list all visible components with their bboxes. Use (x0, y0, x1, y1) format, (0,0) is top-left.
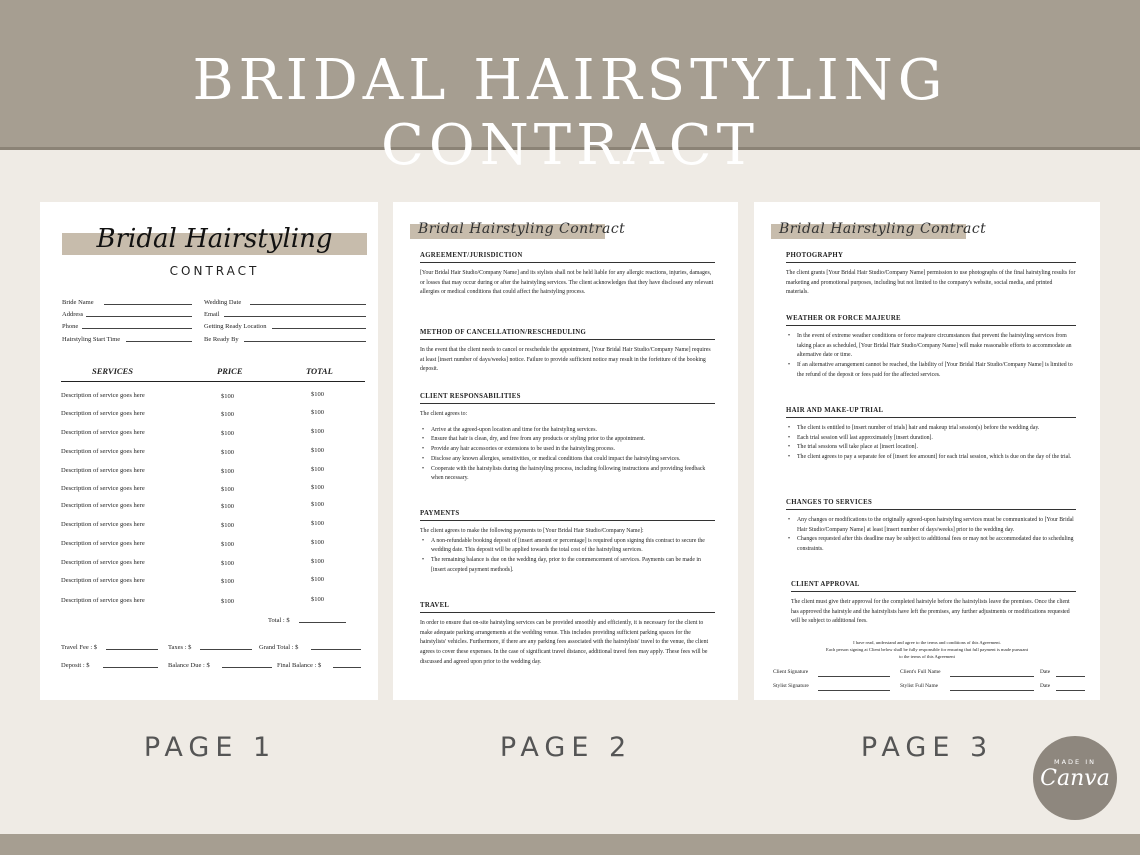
list-item: • If an alternative arrangement cannot be reached, the liability of [Your Bridal Hair Studio/Company Name] is limited to the refund of the deposit or fees paid for the affected services. (786, 361, 1076, 380)
total-label: Total : $ (268, 617, 290, 624)
responsibilities-section (420, 393, 715, 484)
section-text: The client must give their approval for the completed hairstyle before the hairstylists leave the premises. Once the client has approved the hairstyle and the hairstylists have left the premises, any further adjustments or modifications requested will be subject to additional fees. (791, 599, 1070, 625)
service-price: $100 (221, 449, 234, 456)
section-heading: WEATHER OR FORCE MAJEURE (786, 315, 1076, 326)
travel-fee-field[interactable] (106, 649, 158, 650)
service-total: $100 (311, 558, 324, 565)
client-signature-label: Client Signature (773, 669, 809, 675)
section-text: In order to ensure that on-site hairstyling services can be provided smoothly and efficiently, it is necessary for the client to make adequate parking arrangements at the wedding venue. This includes providing sufficient parking spaces for the hairstylists' vehicles. Furthermore, if there are any parking fees associated with the hairstylists' travel to the venue, the client agrees to cover these expenses. In the case of significant travel distance, additional travel fees may apply. These fees will be discussed and agreed upon prior to the wedding day. (420, 620, 709, 665)
service-price: $100 (221, 411, 234, 418)
service-price: $100 (221, 541, 234, 548)
price-header: PRICE (217, 366, 243, 376)
table-row (61, 410, 365, 420)
table-header-rule (61, 381, 365, 382)
address-label: Address (62, 311, 84, 318)
getting-ready-label: Getting Ready Location (204, 323, 267, 330)
script-title: Bridal Hairstyling (96, 224, 333, 254)
grand-total-field[interactable] (311, 649, 361, 650)
section-text: The client agrees to: (420, 411, 468, 417)
service-price: $100 (221, 578, 234, 585)
section-heading: CHANGES TO SERVICES (786, 499, 1076, 510)
list-item: • The client is entitled to [insert number of trials] hair and makeup trial session(s) before the wedding day. (786, 424, 1076, 434)
approval-section (791, 581, 1076, 627)
payments-section (420, 510, 715, 576)
page-1-preview (40, 202, 378, 700)
page-title: BRIDAL HAIRSTYLING CONTRACT (192, 48, 948, 178)
badge-small-text: MADE IN (1053, 758, 1096, 766)
service-total: $100 (311, 484, 324, 491)
section-heading: AGREEMENT/JURISDICTION (420, 252, 715, 263)
services-header: SERVICES (92, 366, 133, 376)
table-row (61, 392, 365, 402)
bride-name-field[interactable] (104, 304, 192, 305)
trial-section (786, 407, 1076, 463)
list-item: • Disclose any known allergies, sensitivities, or medical conditions that could impact the hairstyling services. (420, 455, 715, 465)
page-3-label: PAGE 3 (860, 732, 994, 763)
service-price: $100 (221, 503, 234, 510)
deposit-field[interactable] (103, 667, 158, 668)
start-time-field[interactable] (126, 341, 192, 342)
be-ready-by-label: Be Ready By (204, 336, 239, 343)
list-item: • Any changes or modifications to the originally agreed-upon hairstyling services must be communicated to [Your Bridal Hair Studio/Company Name] at least [insert number of days/weeks] prior to the wedding day. (786, 516, 1076, 535)
service-description: Description of service goes here (61, 540, 145, 547)
taxes-field[interactable] (200, 649, 252, 650)
list-item: • In the event of extreme weather conditions or force majeure circumstances that prevent the hairstyling services from taking place as scheduled, [Your Bridal Hair Studio/Company Name] will make reasonable efforts to accommodate an alternative date or time. (786, 332, 1076, 361)
balance-due-label: Balance Due : $ (168, 662, 210, 669)
script-header: Bridal Hairstyling Contract (418, 221, 626, 237)
section-heading: PAYMENTS (420, 510, 715, 521)
table-row (61, 597, 365, 607)
list-item: • Changes requested after this deadline may be subject to additional fees or may not be accommodated due to scheduling constraints. (786, 535, 1076, 554)
service-description: Description of service goes here (61, 521, 145, 528)
client-full-name-label: Client's Full Name (900, 669, 941, 675)
stylist-full-name-field[interactable] (950, 690, 1034, 691)
agreement-fine-print-1: I have read, understand and agree to the terms and conditions of this Agreement. (853, 640, 1001, 645)
stylist-date-field[interactable] (1056, 690, 1085, 691)
service-price: $100 (221, 430, 234, 437)
canva-logo-text: Canva (1040, 766, 1110, 791)
agreement-fine-print-2: Each person signing at Client below shall be fully responsible for ensuring that full payment is made pursuant (826, 647, 1028, 652)
section-heading: METHOD OF CANCELLATION/RESCHEDULING (420, 329, 715, 340)
list-item: • Cooperate with the hairstylists during the hairstyling process, including following instructions and providing feedback when necessary. (420, 465, 715, 484)
stylist-full-name-label: Stylist Full Name (900, 683, 939, 689)
start-time-label: Hairstyling Start Time (62, 336, 121, 343)
service-total: $100 (311, 391, 324, 398)
service-price: $100 (221, 560, 234, 567)
contract-subtitle: CONTRACT (169, 264, 260, 278)
phone-field[interactable] (82, 328, 192, 329)
list-item: • Each trial session will last approximately [insert duration]. (786, 434, 1076, 444)
table-row (61, 559, 365, 569)
email-field[interactable] (224, 316, 366, 317)
table-row (61, 502, 365, 512)
made-in-canva-badge (1033, 736, 1117, 820)
total-header: TOTAL (306, 366, 333, 376)
table-row (61, 467, 365, 477)
email-label: Email (204, 311, 220, 318)
total-field[interactable] (299, 622, 346, 623)
service-price: $100 (221, 486, 234, 493)
client-signature-field[interactable] (818, 676, 890, 677)
table-row (61, 448, 365, 458)
service-description: Description of service goes here (61, 502, 145, 509)
section-heading: CLIENT APPROVAL (791, 581, 1076, 592)
agreement-fine-print-3: to the terms of this Agreement (899, 654, 955, 659)
service-description: Description of service goes here (61, 392, 145, 399)
date-label: Date (1040, 669, 1051, 675)
service-total: $100 (311, 428, 324, 435)
photography-section (786, 252, 1076, 298)
table-row (61, 540, 365, 550)
travel-section (420, 602, 715, 668)
list-item: • Ensure that hair is clean, dry, and free from any products or styling prior to the appointment. (420, 435, 715, 445)
client-full-name-field[interactable] (950, 676, 1034, 677)
service-description: Description of service goes here (61, 467, 145, 474)
section-heading: HAIR AND MAKE-UP TRIAL (786, 407, 1076, 418)
wedding-date-field[interactable] (250, 304, 366, 305)
service-total: $100 (311, 576, 324, 583)
getting-ready-field[interactable] (272, 328, 366, 329)
script-header: Bridal Hairstyling Contract (779, 221, 987, 237)
balance-due-field[interactable] (222, 667, 272, 668)
service-total: $100 (311, 520, 324, 527)
cancellation-section (420, 329, 715, 375)
phone-label: Phone (62, 323, 79, 330)
table-row (61, 521, 365, 531)
service-total: $100 (311, 466, 324, 473)
service-description: Description of service goes here (61, 410, 145, 417)
service-total: $100 (311, 596, 324, 603)
page-2-label: PAGE 2 (499, 732, 633, 763)
list-item: • The remaining balance is due on the wedding day, prior to the commencement of services. Payments can be made in [insert accepted payment methods]. (420, 556, 715, 575)
bride-name-label: Bride Name (62, 299, 94, 306)
table-row (61, 485, 365, 495)
travel-fee-label: Travel Fee : $ (61, 644, 98, 651)
table-row (61, 429, 365, 439)
grand-total-label: Grand Total : $ (259, 644, 299, 651)
stylist-signature-field[interactable] (818, 690, 890, 691)
list-item: • Arrive at the agreed-upon location and time for the hairstyling services. (420, 426, 715, 436)
page-1-label: PAGE 1 (143, 732, 277, 763)
service-price: $100 (221, 522, 234, 529)
taxes-label: Taxes : $ (168, 644, 192, 651)
changes-section (786, 499, 1076, 555)
service-description: Description of service goes here (61, 577, 145, 584)
final-balance-field[interactable] (333, 667, 361, 668)
service-description: Description of service goes here (61, 448, 145, 455)
section-text: [Your Bridal Hair Studio/Company Name] and its stylists shall not be held liable for any allergic reactions, injuries, damages, or losses that may occur during or after the hairstyling services. The client acknowledges that they have disclosed any relevant allergies or medical conditions that could affect the hairstyling process. (420, 270, 714, 296)
list-item: • The client agrees to pay a separate fee of [insert fee amount] for each trial session, which is due on the day of the trial. (786, 453, 1076, 463)
client-date-field[interactable] (1056, 676, 1085, 677)
page-2-preview (393, 202, 738, 700)
section-text: The client grants [Your Bridal Hair Studio/Company Name] permission to use photographs of the final hairstyling results for marketing and promotional purposes, including but not limited to the company's website, social media, and printed materials. (786, 270, 1076, 296)
page-3-preview (754, 202, 1100, 700)
service-total: $100 (311, 501, 324, 508)
final-balance-label: Final Balance : $ (277, 662, 322, 669)
section-heading: PHOTOGRAPHY (786, 252, 1076, 263)
service-price: $100 (221, 468, 234, 475)
date-label: Date (1040, 683, 1051, 689)
list-item: • A non-refundable booking deposit of [insert amount or percentage] is required upon signing this contract to secure the wedding date. This deposit will be applied towards the total cost of the hairstyling services. (420, 537, 715, 556)
section-heading: TRAVEL (420, 602, 715, 613)
service-total: $100 (311, 409, 324, 416)
table-row (61, 577, 365, 587)
address-field[interactable] (86, 316, 192, 317)
service-description: Description of service goes here (61, 559, 145, 566)
service-total: $100 (311, 447, 324, 454)
weather-section (786, 315, 1076, 381)
list-item: • The trial sessions will take place at [insert location]. (786, 443, 1076, 453)
stylist-signature-label: Stylist Signature (773, 683, 809, 689)
service-description: Description of service goes here (61, 429, 145, 436)
bottom-bar (0, 834, 1140, 855)
list-item: • Provide any hair accessories or extensions to be used in the hairstyling process. (420, 445, 715, 455)
service-total: $100 (311, 539, 324, 546)
be-ready-by-field[interactable] (244, 341, 366, 342)
section-text: The client agrees to make the following payments to [Your Bridal Hair Studio/Company Name]: (420, 528, 644, 534)
service-price: $100 (221, 598, 234, 605)
section-text: In the event that the client needs to cancel or reschedule the appointment, [Your Bridal Hair Studio/Company Name] requires at least [insert number of days/weeks] notice. Failure to provide sufficient notice may result in the forfeiture of the booking deposit. (420, 347, 711, 373)
section-heading: CLIENT RESPONSABILITIES (420, 393, 715, 404)
service-price: $100 (221, 393, 234, 400)
service-description: Description of service goes here (61, 597, 145, 604)
wedding-date-label: Wedding Date (204, 299, 242, 306)
deposit-label: Deposit : $ (61, 662, 90, 669)
service-description: Description of service goes here (61, 485, 145, 492)
agreement-section (420, 252, 715, 298)
